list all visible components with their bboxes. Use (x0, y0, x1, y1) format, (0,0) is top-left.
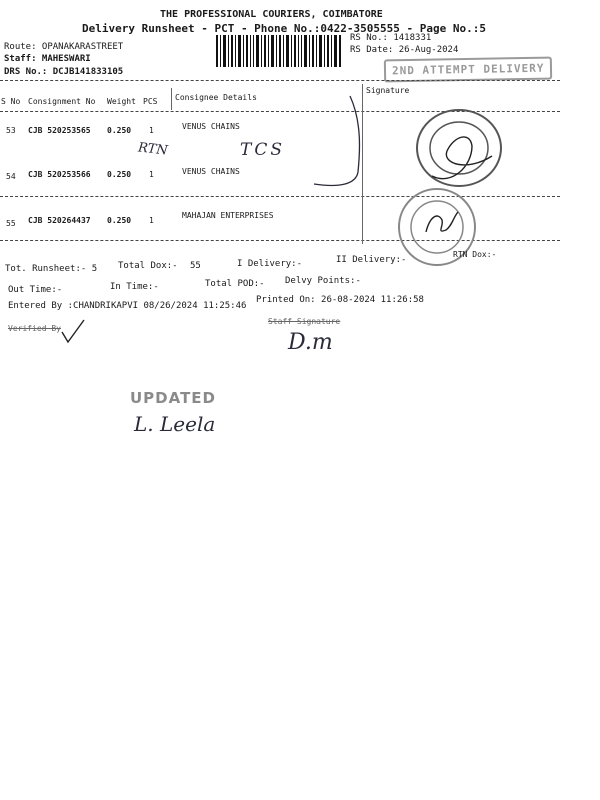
verified-check-mark (60, 318, 88, 346)
printed-on: Printed On: 26-08-2024 11:26:58 (256, 295, 424, 305)
row-sno: 54 (6, 172, 16, 181)
updated-signature: L. Leela (134, 412, 216, 436)
row-pcs: 1 (149, 170, 154, 179)
ii-delivery: II Delivery:- (336, 255, 407, 265)
table-row (6, 172, 16, 181)
row-sno: 53 (6, 126, 16, 135)
row-consignment: CJB 520264437 (28, 216, 91, 225)
row-sno: 55 (6, 219, 16, 228)
rs-number: RS No.: 1418331 (350, 33, 432, 43)
row-weight: 0.250 (107, 170, 132, 179)
handwritten-rtn: RTN (137, 140, 169, 159)
consignee-column-rule (171, 88, 172, 110)
runsheet-title: Delivery Runsheet - PCT - Phone No.:0422-3505555 - Page No.:5 (82, 22, 486, 35)
table-row (6, 126, 16, 135)
delvy-points: Delvy Points:- (285, 276, 361, 286)
col-signature: Signature (366, 86, 410, 95)
col-weight: Weight (107, 97, 136, 106)
row-consignment: CJB 520253566 (28, 170, 91, 179)
row-consignee: MAHAJAN ENTERPRISES (182, 211, 274, 220)
total-dox-value: 55 (190, 261, 201, 271)
second-attempt-stamp: 2ND ATTEMPT DELIVERY (384, 57, 553, 83)
staff-signature-handwriting: D.m (288, 330, 333, 355)
verified-by: Verified By (8, 324, 61, 333)
rtn-dox: RTN Dox:- (453, 250, 497, 259)
total-dox-label: Total Dox:- (118, 261, 178, 271)
drs-number: DRS No.: DCJB141833105 (4, 67, 124, 77)
row-weight: 0.250 (107, 126, 132, 135)
entered-by: Entered By :CHANDRIKAPVI 08/26/2024 11:25:46 (8, 301, 247, 311)
table-row (6, 219, 16, 228)
handwritten-tcs: TCS (240, 140, 285, 160)
out-time: Out Time:- (8, 285, 63, 295)
updated-stamp: UPDATED (130, 389, 216, 407)
i-delivery: I Delivery:- (237, 259, 303, 269)
col-pcs: PCS (143, 97, 158, 106)
row-consignee: VENUS CHAINS (182, 167, 240, 176)
col-consignment: Consignment No (28, 97, 96, 106)
handwritten-bracket-stroke (310, 92, 370, 192)
row-pcs: 1 (149, 126, 154, 135)
row-consignee: VENUS CHAINS (182, 122, 240, 131)
barcode-graphic (216, 35, 342, 67)
table-top-rule (0, 80, 560, 81)
staff-label: Staff: MAHESWARI (4, 54, 91, 64)
row-consignment: CJB 520253565 (28, 126, 91, 135)
staff-signature-label: Staff Signature (268, 317, 341, 326)
route-label: Route: OPANAKARASTREET (4, 42, 124, 52)
row-pcs: 1 (149, 216, 154, 225)
in-time: In Time:- (110, 282, 159, 292)
row-weight: 0.250 (107, 216, 132, 225)
total-pod: Total POD:- (205, 279, 265, 289)
rs-date: RS Date: 26-Aug-2024 (350, 45, 459, 55)
tot-runsheet: Tot. Runsheet:- 5 (5, 264, 98, 274)
chennai-seal-stamp (412, 106, 506, 190)
company-title: THE PROFESSIONAL COURIERS, COIMBATORE (160, 9, 383, 20)
barcode (216, 35, 342, 67)
col-consignee: Consignee Details (175, 93, 257, 102)
col-sno: S No (1, 97, 21, 106)
